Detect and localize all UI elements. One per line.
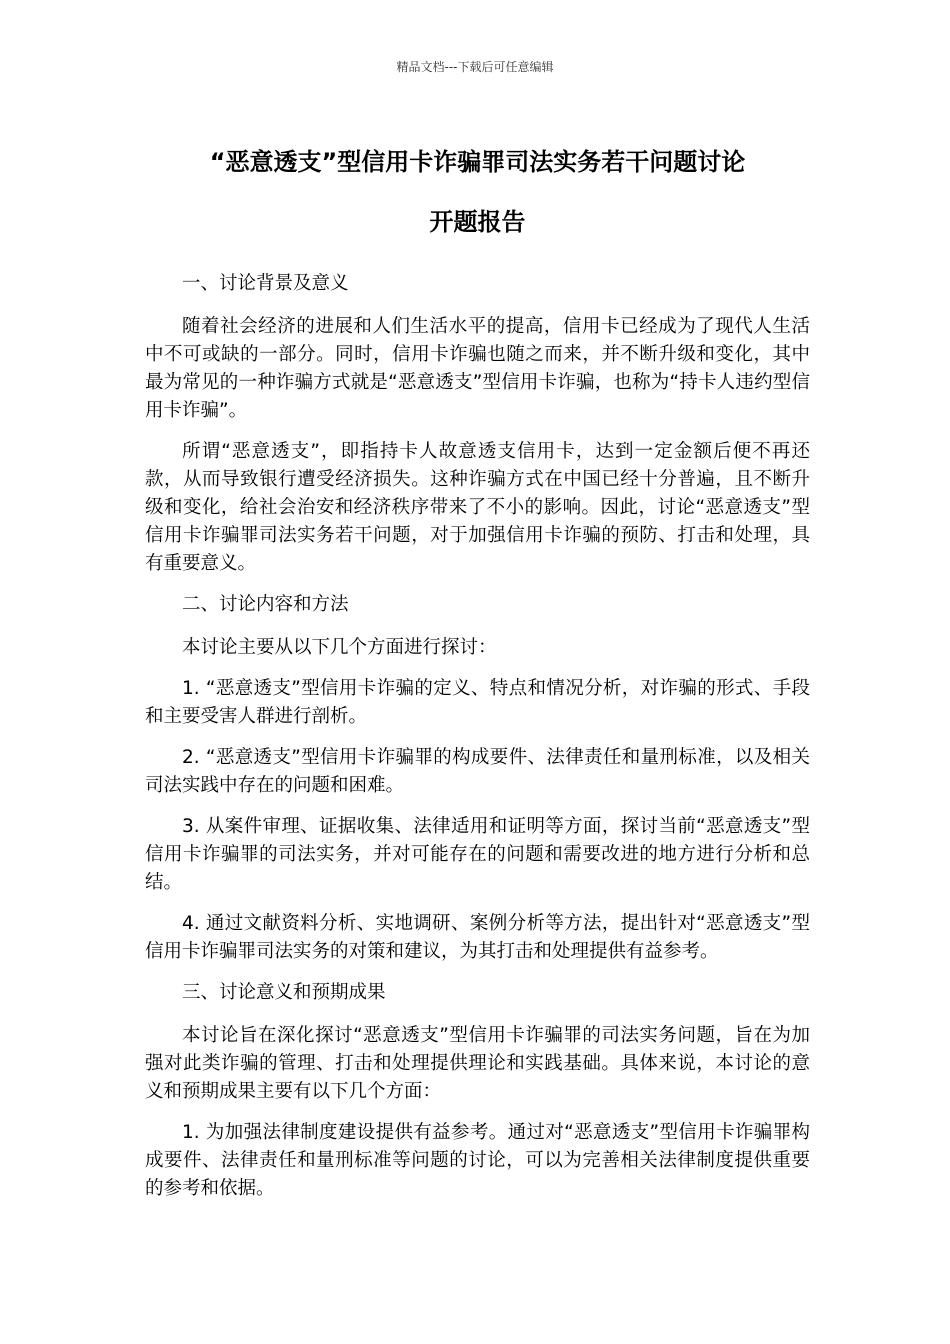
section-2-item-1: 1. “恶意透支”型信用卡诈骗的定义、特点和情况分析，对诈骗的形式、手段和主要受害人群进行剖析。: [145, 678, 810, 727]
section-1-heading: 一、讨论背景及意义: [182, 273, 349, 294]
section-3-item-1: 1. 为加强法律制度建设提供有益参考。通过对“恶意透支”型信用卡诈骗罪构成要件、法律责任和量刑标准等问题的讨论，可以为完善相关法律制度提供重要的参考和依据。: [145, 1122, 810, 1199]
section-2-item-2: 2. “恶意透支”型信用卡诈骗罪的构成要件、法律责任和量刑标准，以及相关司法实践中存在的问题和困难。: [145, 747, 810, 796]
header-note: 精品文档---下载后可任意编辑: [396, 60, 554, 74]
section-2-item-3: 3. 从案件审理、证据收集、法律适用和证明等方面，探讨当前“恶意透支”型信用卡诈骗罪的司法实务，并对可能存在的问题和需要改进的地方进行分析和总结。: [145, 816, 810, 893]
section-2-intro: 本讨论主要从以下几个方面进行探讨：: [182, 637, 497, 658]
title-line-2: 开题报告: [429, 208, 526, 236]
section-2-item-4: 4. 通过文献资料分析、实地调研、案例分析等方法，提出针对“恶意透支”型信用卡诈骗罪司法实务的对策和建议，为其打击和处理提供有益参考。: [145, 913, 810, 962]
section-3-heading: 三、讨论意义和预期成果: [182, 982, 386, 1003]
section-3-intro: 本讨论旨在深化探讨“恶意透支”型信用卡诈骗罪的司法实务问题，旨在为加强对此类诈骗的管理、打击和处理提供理论和实践基础。具体来说，本讨论的意义和预期成果主要有以下几个方面：: [145, 1025, 810, 1102]
section-1-paragraph-2: 所谓“恶意透支”，即指持卡人故意透支信用卡，达到一定金额后便不再还款，从而导致银行遭受经济损失。这种诈骗方式在中国已经十分普遍，且不断升级和变化，给社会治安和经济秩序带来了不小的影响。因此，讨论“恶意透支”型信用卡诈骗罪司法实务若干问题，对于加强信用卡诈骗的预防、打击和处理，具有重要意义。: [145, 441, 810, 574]
title-line-1: “恶意透支”型信用卡诈骗罪司法实务若干问题讨论: [209, 148, 746, 176]
section-1-paragraph-1: 随着社会经济的进展和人们生活水平的提高，信用卡已经成为了现代人生活中不可或缺的一部分。同时，信用卡诈骗也随之而来，并不断升级和变化，其中最为常见的一种诈骗方式就是“恶意透支”型信用卡诈骗，也称为“持卡人违约型信用卡诈骗”。: [145, 316, 810, 421]
document-title: [145, 132, 810, 252]
document-body: [145, 270, 810, 1216]
section-2-heading: 二、讨论内容和方法: [182, 594, 349, 615]
